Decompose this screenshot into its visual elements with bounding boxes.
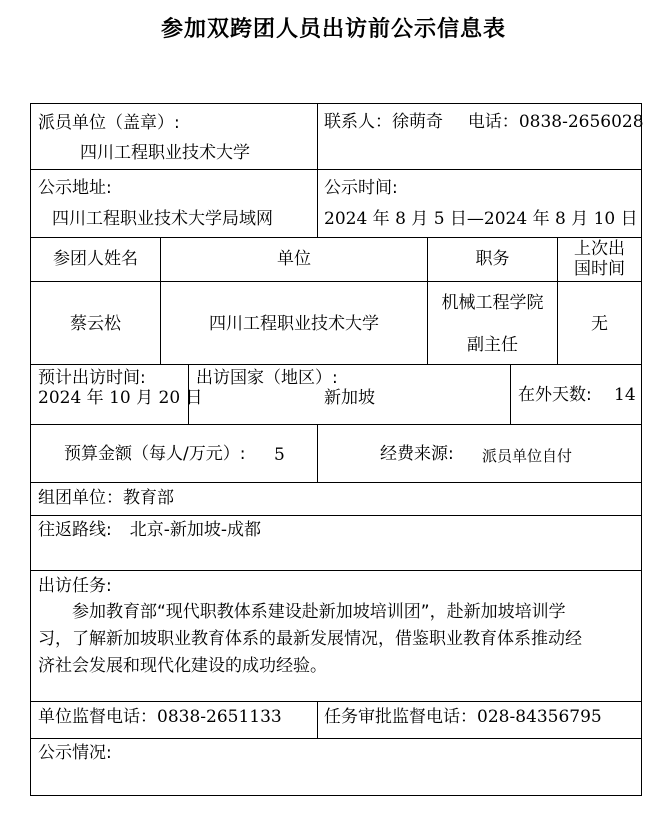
row-divider bbox=[30, 169, 642, 170]
member-position-line2: 副主任 bbox=[467, 335, 518, 355]
budget-value: 5 bbox=[274, 445, 285, 465]
row-divider bbox=[30, 237, 642, 238]
row-divider bbox=[30, 515, 642, 516]
task-description-line3: 济社会发展和现代化建设的成功经验。 bbox=[38, 656, 327, 676]
table-border-right bbox=[641, 103, 642, 796]
row-divider bbox=[30, 364, 642, 365]
days-abroad-label: 在外天数: bbox=[518, 385, 592, 405]
member-position-line1: 机械工程学院 bbox=[441, 293, 544, 313]
route-label: 往返路线: bbox=[38, 520, 112, 540]
column-divider bbox=[317, 103, 318, 237]
table-border-top bbox=[30, 103, 642, 104]
member-unit: 四川工程职业技术大学 bbox=[209, 314, 379, 334]
task-description-line1: 参加教育部“现代职教体系建设赴新加坡培训团”，赴新加坡培训学 bbox=[72, 602, 566, 622]
column-divider bbox=[317, 424, 318, 482]
header-last-visit-line1: 上次出 bbox=[574, 239, 625, 259]
unit-supervision-label: 单位监督电话： bbox=[38, 707, 157, 727]
contact-label: 联系人： bbox=[324, 112, 392, 132]
member-last-visit: 无 bbox=[591, 314, 608, 334]
table-border-bottom bbox=[30, 795, 642, 796]
phone-value: 0838-2656028 bbox=[518, 112, 644, 132]
row-divider bbox=[30, 482, 642, 483]
task-supervision bbox=[324, 707, 602, 727]
row-divider bbox=[30, 424, 642, 425]
budget-label: 预算金额（每人/万元）: bbox=[64, 444, 246, 464]
row-divider bbox=[30, 738, 642, 739]
row-divider bbox=[30, 701, 642, 702]
days-abroad-value: 14 bbox=[614, 385, 636, 405]
column-divider bbox=[510, 364, 511, 424]
organizer-label: 组团单位： bbox=[38, 488, 123, 508]
route-line bbox=[38, 520, 261, 540]
organizer-line bbox=[38, 488, 174, 508]
notice-time-value: 2024 年 8 月 5 日—2024 年 8 月 10 日 bbox=[324, 209, 638, 229]
funding-value: 派员单位自付 bbox=[482, 447, 573, 465]
task-supervision-value: 028-84356795 bbox=[477, 707, 602, 727]
header-position: 职务 bbox=[475, 249, 510, 269]
dispatch-unit-value: 四川工程职业技术大学 bbox=[80, 143, 250, 163]
table-border-left bbox=[30, 103, 31, 796]
phone-label: 电话： bbox=[467, 112, 519, 132]
unit-supervision-value: 0838-2651133 bbox=[157, 707, 282, 727]
task-supervision-label: 任务审批监督电话： bbox=[324, 707, 477, 727]
planned-departure-label: 预计出访时间: bbox=[38, 368, 146, 388]
member-name: 蔡云松 bbox=[70, 314, 121, 334]
organizer-value: 教育部 bbox=[123, 488, 174, 508]
notice-address-value: 四川工程职业技术大学局域网 bbox=[52, 209, 273, 229]
contact-name: 徐萌奇 bbox=[392, 112, 443, 132]
funding-label: 经费来源: bbox=[380, 444, 454, 464]
route-value: 北京-新加坡-成都 bbox=[129, 520, 262, 540]
visit-country-value: 新加坡 bbox=[324, 388, 375, 408]
notice-address-label: 公示地址: bbox=[38, 178, 112, 198]
page-title: 参加双跨团人员出访前公示信息表 bbox=[160, 17, 506, 42]
planned-departure-value: 2024 年 10 月 20 日 bbox=[38, 388, 203, 408]
dispatch-unit-label: 派员单位（盖章）: bbox=[38, 113, 180, 133]
contact-block bbox=[324, 112, 644, 132]
header-unit: 单位 bbox=[277, 249, 311, 269]
notice-status-label: 公示情况: bbox=[38, 743, 112, 763]
row-divider bbox=[30, 281, 642, 282]
header-name: 参团人姓名 bbox=[53, 249, 138, 269]
header-last-visit-line2: 国时间 bbox=[574, 259, 625, 279]
row-divider bbox=[30, 570, 642, 571]
unit-supervision bbox=[38, 707, 282, 727]
task-label: 出访任务: bbox=[38, 576, 112, 596]
column-divider bbox=[317, 701, 318, 738]
notice-time-label: 公示时间: bbox=[324, 178, 398, 198]
task-description-line2: 习，了解新加坡职业教育体系的最新发展情况，借鉴职业教育体系推动经 bbox=[38, 629, 582, 649]
visit-country-label: 出访国家（地区）: bbox=[196, 368, 338, 388]
